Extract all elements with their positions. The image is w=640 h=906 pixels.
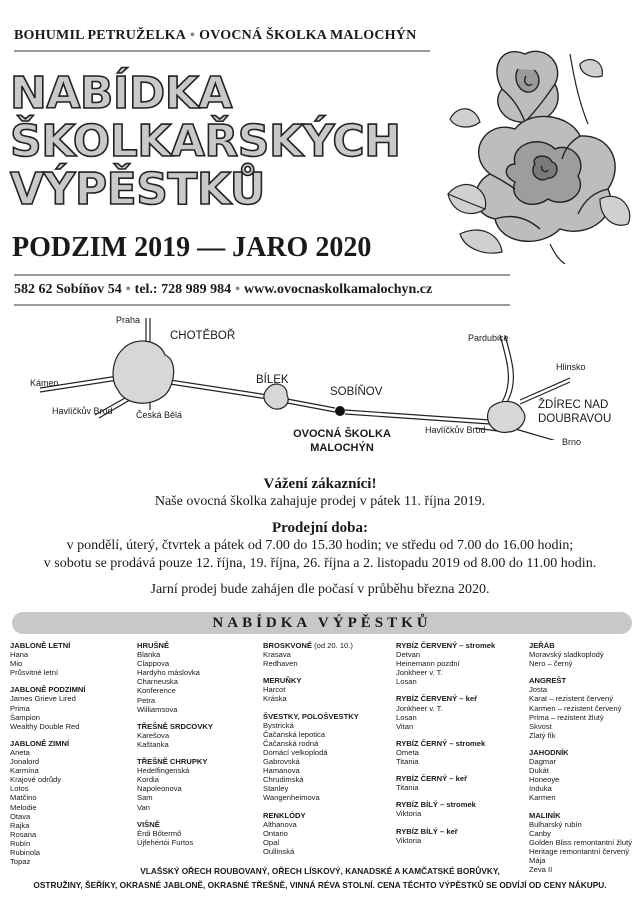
variety-item: Blanka	[137, 650, 161, 660]
spring-block	[0, 581, 640, 599]
group-spacer	[137, 714, 262, 722]
variety-item: Otava	[10, 811, 31, 821]
category-heading: RENKLÓDY	[263, 810, 306, 820]
map-label-zdirec-line2: DOUBRAVOU	[538, 413, 612, 425]
variety-item: Stanley	[263, 784, 289, 794]
variety-item: Aneta	[10, 747, 30, 757]
variety-item: Zeva II	[529, 865, 553, 875]
separator-dot: •	[190, 28, 196, 43]
variety-item: Karmen – rezistent červený	[529, 703, 622, 713]
variety-item: Prima – rezistent žlutý	[529, 712, 604, 722]
variety-item: Wangenheimova	[263, 793, 320, 803]
category-heading: RYBÍZ ČERNÝ – keř	[396, 774, 468, 784]
map-label-nursery-line2: MALOCHÝN	[310, 442, 374, 454]
greeting: Vážení zákazníci!	[263, 476, 377, 492]
map-label-sobinov: SOBÍŇOV	[330, 386, 383, 398]
category-heading: BROSKVONĚ (od 20. 10.)	[263, 641, 353, 650]
variety-item: Opal	[263, 837, 280, 847]
offer-column-4	[396, 641, 521, 845]
group-spacer	[396, 819, 521, 827]
map-label-zdirec-line1: ŽDÍREC NAD	[538, 399, 609, 411]
variety-item: Karešova	[137, 730, 170, 740]
group-spacer	[529, 740, 637, 748]
separator-dot: •	[125, 282, 131, 297]
variety-item: Šampion	[10, 712, 40, 722]
variety-item: Golden Bliss remontantní žlutý	[529, 837, 632, 847]
nursery-location-marker	[335, 406, 345, 416]
separator-dot: •	[235, 282, 240, 297]
category-heading: RYBÍZ BÍLÝ – keř	[396, 826, 458, 836]
sale-start: Naše ovocná školka zahajuje prodej v pátek 11. října 2019.	[154, 494, 486, 509]
variety-item: Ontario	[263, 828, 288, 838]
group-spacer	[137, 749, 262, 757]
map-label-havlickuv-brod-east: Havlíčkův Brod	[425, 425, 486, 435]
website-link[interactable]: www.ovocnaskolkamalochyn.cz	[244, 282, 433, 297]
header-topline	[14, 28, 416, 44]
map-label-nursery-line1: OVOCNÁ ŠKOLKA	[293, 428, 391, 440]
variety-item: Domácí velkoplodá	[263, 747, 328, 757]
category-heading: JEŘÁB	[529, 641, 555, 650]
group-spacer	[396, 686, 521, 694]
variety-item: Induka	[529, 784, 552, 794]
variety-item: Petra	[137, 695, 156, 705]
variety-item: Sam	[137, 793, 153, 803]
header-rule-top	[14, 50, 430, 52]
variety-item: Rubín	[10, 838, 31, 848]
footer-line-1: VLAŠSKÝ OŘECH ROUBOVANÝ, OŘECH LÍSKOVÝ, KANADSKÉ A KAMČATSKÉ BORŮVKY,	[140, 866, 500, 876]
header-rule-mid	[14, 274, 510, 276]
variety-item: Kordia	[137, 775, 159, 785]
group-spacer	[396, 731, 521, 739]
variety-item: Dukát	[529, 766, 549, 776]
group-spacer	[396, 766, 521, 774]
variety-item: Honeoye	[529, 775, 560, 785]
variety-item: Titania	[396, 783, 419, 793]
variety-item: Újfehértói Furtos	[137, 837, 194, 847]
variety-item: Vitan	[396, 721, 414, 731]
variety-item: Viktoria	[396, 835, 422, 845]
category-heading: RYBÍZ ČERNÝ – stromek	[396, 738, 486, 748]
group-spacer	[529, 668, 637, 676]
variety-item: Dagmar	[529, 757, 557, 767]
map-label-hlinsko: Hlinsko	[556, 362, 586, 372]
page-title	[10, 70, 400, 214]
variety-item: Clappova	[137, 659, 170, 669]
header-rule-bottom	[14, 304, 510, 306]
variety-item: Williamsova	[137, 704, 178, 714]
category-heading: JABLONĚ ZIMNÍ	[10, 738, 70, 748]
hours-line-2: v sobotu se prodává pouze 12. října, 19. října, 26. října a 2. listopadu 2019 od 8.00 do 11.00 hodin.	[43, 556, 597, 571]
category-heading: RYBÍZ ČERVENÝ – keř	[396, 694, 478, 704]
contact-line	[14, 282, 432, 298]
map-label-pardubice: Pardubice	[468, 333, 509, 343]
group-spacer	[396, 792, 521, 800]
map-label-ceska-bela: Česká Bělá	[136, 410, 183, 420]
variety-item: Chrudimská	[263, 775, 304, 785]
variety-item: Kaštanka	[137, 739, 169, 749]
offer-banner: NABÍDKA VÝPĚSTKŮ	[12, 612, 632, 634]
variety-item: Althanova	[263, 819, 297, 829]
group-spacer	[10, 677, 135, 685]
variety-item: Hedelfingenská	[137, 766, 190, 776]
variety-item: Titania	[396, 757, 419, 767]
map-label-chotebor: CHOTĚBOŘ	[170, 330, 236, 342]
rose-illustration	[430, 24, 635, 264]
category-heading: TŘEŠNĚ CHRUPKY	[137, 757, 208, 767]
variety-item: Érdi Bőtermő	[137, 828, 182, 838]
variety-item: Krasava	[263, 650, 291, 660]
group-spacer	[10, 731, 135, 739]
intro-block	[0, 476, 640, 511]
variety-item: Detvan	[396, 650, 421, 660]
category-heading: ŠVESTKY, POLOŠVESTKY	[263, 711, 359, 721]
variety-item: Jonkheer v. T.	[396, 703, 443, 713]
variety-item: Viktoria	[396, 809, 422, 819]
variety-item: Čačanská lepotica	[263, 729, 326, 739]
variety-item: Losan	[396, 677, 417, 687]
address-text: 582 62 Sobíňov 54	[14, 282, 122, 297]
owner-name: BOHUMIL PETRUŽELKA	[14, 28, 187, 43]
hours-block	[0, 520, 640, 573]
map-label-brno: Brno	[562, 437, 582, 447]
variety-item: Karmen	[529, 793, 556, 803]
variety-item: Hardyho máslovka	[137, 668, 200, 678]
variety-item: Josta	[529, 685, 548, 695]
variety-item: Mio	[10, 659, 23, 669]
group-spacer	[137, 812, 262, 820]
variety-item: Konference	[137, 686, 176, 696]
map-label-nursery	[282, 427, 402, 455]
variety-item: Napoleonova	[137, 784, 182, 794]
variety-item: Charneuska	[137, 677, 178, 687]
variety-item: Jonalord	[10, 757, 40, 767]
category-heading: ANGREŠT	[529, 676, 567, 686]
map-label-kamen: Kámen	[30, 378, 59, 388]
variety-item: Van	[137, 802, 150, 812]
variety-item: Mája	[529, 855, 546, 865]
variety-item: Průsvitné letní	[10, 668, 59, 678]
season-heading: PODZIM 2019 — JARO 2020	[12, 232, 372, 263]
offer-column-5	[529, 641, 637, 874]
variety-item: Krajové odrůdy	[10, 775, 62, 785]
variety-item: Wealthy Double Red	[10, 721, 80, 731]
spring-sale: Jarní prodej bude zahájen dle počasí v průběhu března 2020.	[150, 582, 490, 597]
variety-item: Hana	[10, 650, 29, 660]
group-spacer	[529, 803, 637, 811]
variety-item: Moravský sladkoplodý	[529, 650, 604, 660]
variety-item: Jonkheer v. T.	[396, 668, 443, 678]
category-note: (od 20. 10.)	[311, 641, 353, 650]
variety-item: Gabrovská	[263, 757, 300, 767]
variety-item: Rajka	[10, 820, 30, 830]
variety-item: Heritage remontantní červený	[529, 846, 630, 856]
variety-item: Melodie	[10, 802, 37, 812]
category-heading: JAHODNÍK	[529, 747, 569, 757]
category-heading: MERUŇKY	[263, 676, 302, 686]
variety-item: Kráska	[263, 694, 287, 704]
variety-item: Čačanská rodná	[263, 738, 319, 748]
variety-item: Bystrická	[263, 720, 294, 730]
map-label-bilek: BÍLEK	[256, 374, 289, 386]
offer-column-1	[10, 641, 135, 866]
variety-item: Karmína	[10, 766, 39, 776]
group-spacer	[263, 704, 388, 712]
group-spacer	[263, 803, 388, 811]
group-spacer	[263, 668, 388, 676]
offer-column-3	[263, 641, 388, 856]
variety-item: Matčino	[10, 793, 37, 803]
title-line-1: NABÍDKA	[10, 68, 232, 119]
category-heading: RYBÍZ ČERVENÝ – stromek	[396, 641, 496, 650]
map-label-praha: Praha	[116, 315, 141, 325]
category-heading: MALINÍK	[529, 810, 561, 820]
variety-item: Oullinská	[263, 846, 295, 856]
category-heading: TŘEŠNĚ SRDCOVKY	[137, 721, 213, 731]
variety-item: Rosana	[10, 829, 37, 839]
footer-line-2: OSTRUŽINY, ŠEŘÍKY, OKRASNÉ JABLONĚ, OKRASNÉ TŘEŠNĚ, VINNÁ RÉVA STOLNÍ. CENA TĚCHTO VÝPĚSTKŮ SE ODVÍJÍ OD CENY NÁKUPU.	[33, 880, 607, 890]
map-label-havlickuv-brod-west: Havlíčkův Brod	[52, 406, 113, 416]
category-heading: HRUŠNĚ	[137, 641, 170, 650]
variety-item: Losan	[396, 712, 417, 722]
variety-item: Prima	[10, 703, 30, 713]
variety-item: Topaz	[10, 857, 31, 867]
variety-item: Harcot	[263, 685, 286, 695]
nursery-name: OVOCNÁ ŠKOLKA MALOCHÝN	[199, 28, 417, 43]
variety-item: Zlatý fík	[529, 730, 556, 740]
variety-item: Heinemann pozdní	[396, 659, 460, 669]
variety-item: Lotos	[10, 784, 29, 794]
category-heading: VIŠNĚ	[137, 819, 160, 829]
title-line-2: ŠKOLKAŘSKÝCH	[10, 116, 401, 167]
variety-item: James Grieve Lired	[10, 694, 76, 704]
variety-item: Rubinola	[10, 847, 40, 857]
category-heading: RYBÍZ BÍLÝ – stromek	[396, 800, 476, 810]
category-heading: JABLONĚ PODZIMNÍ	[10, 685, 86, 695]
variety-item: Ometa	[396, 747, 419, 757]
variety-item: Canby	[529, 828, 551, 838]
title-line-3: VÝPĚSTKŮ	[10, 164, 265, 215]
variety-item: Karat – rezistent červený	[529, 694, 613, 704]
hours-title: Prodejní doba:	[272, 520, 368, 536]
variety-item: Skvost	[529, 721, 552, 731]
map-label-zdirec	[538, 398, 611, 426]
category-heading: JABLONĚ LETNÍ	[10, 641, 71, 650]
phone-text: tel.: 728 989 984	[134, 282, 232, 297]
offer-column-2	[137, 641, 262, 847]
variety-item: Bulharský rubín	[529, 819, 582, 829]
variety-item: Hamanova	[263, 766, 300, 776]
variety-item: Redhaven	[263, 659, 298, 669]
variety-item: Nero – černý	[529, 659, 573, 669]
hours-line-1: v pondělí, úterý, čtvrtek a pátek od 7.00 do 15.30 hodin; ve středu od 7.00 do 16.00 hodin;	[66, 538, 574, 553]
